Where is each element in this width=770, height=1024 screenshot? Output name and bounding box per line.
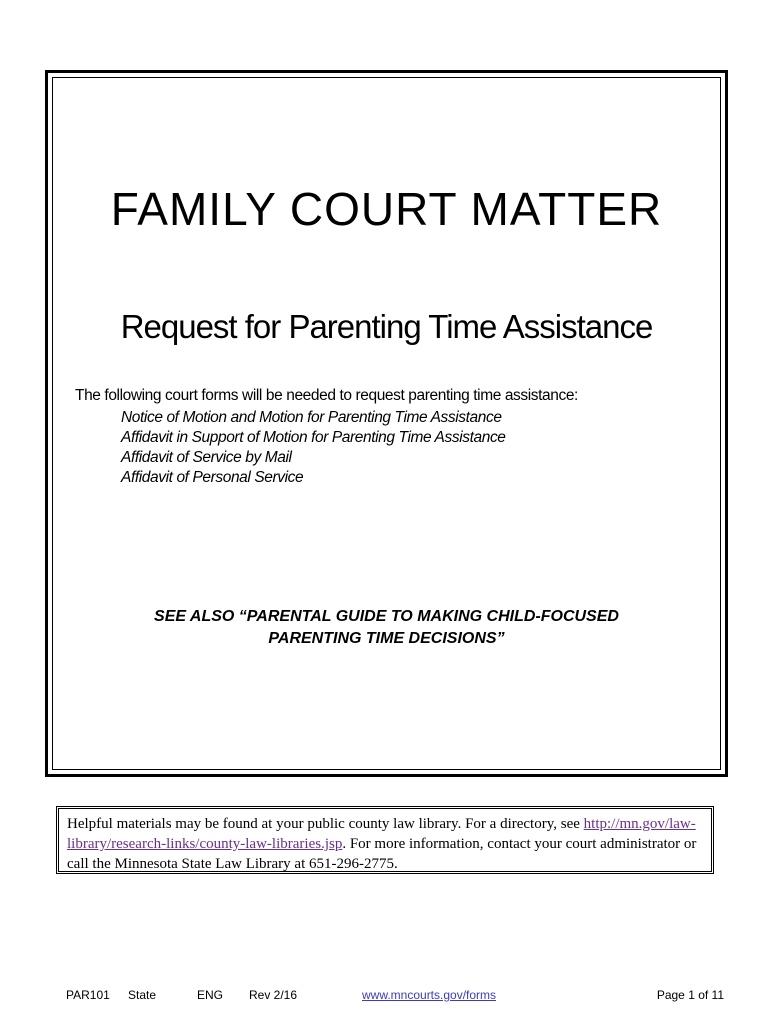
law-library-link[interactable]: http://mn.gov/law-library/research-links/county-law-libraries.jsp: [67, 816, 696, 852]
help-text-before: Helpful materials may be found at your public county law library. For a directory, see: [67, 816, 584, 832]
jurisdiction-label: State: [128, 988, 157, 1002]
see-also-note: [53, 606, 720, 650]
list-item: Affidavit of Service by Mail: [121, 449, 292, 466]
forms-website-link[interactable]: www.mncourts.gov/forms: [362, 988, 497, 1002]
revision-label: Rev 2/16: [249, 988, 298, 1002]
form-subtitle: Request for Parenting Time Assistance: [120, 308, 653, 345]
list-item: Affidavit in Support of Motion for Parenting Time Assistance: [121, 429, 506, 446]
page-number: Page 1 of 11: [656, 988, 724, 1002]
forms-intro-text: The following court forms will be needed to request parenting time assistance:: [75, 387, 578, 404]
see-also-line-2: PARENTING TIME DECISIONS”: [268, 630, 505, 647]
see-also-line-1: SEE ALSO “PARENTAL GUIDE TO MAKING CHILD-FOCUSED: [154, 608, 619, 625]
form-code: PAR101: [66, 988, 110, 1002]
list-item: Notice of Motion and Motion for Parenting Time Assistance: [121, 409, 502, 426]
help-text-after: . For more information, contact your court administrator or call the Minnesota State Law Library at 651-296-2775.: [67, 836, 697, 872]
language-code: ENG: [197, 988, 224, 1002]
cover-inner-border: [52, 77, 721, 770]
page-title: FAMILY COURT MATTER: [110, 183, 663, 235]
help-info-box: [58, 808, 712, 872]
required-forms-list: [121, 408, 506, 488]
list-item: Affidavit of Personal Service: [121, 469, 304, 486]
cover-border: [45, 70, 728, 777]
page-footer: [0, 988, 770, 1004]
